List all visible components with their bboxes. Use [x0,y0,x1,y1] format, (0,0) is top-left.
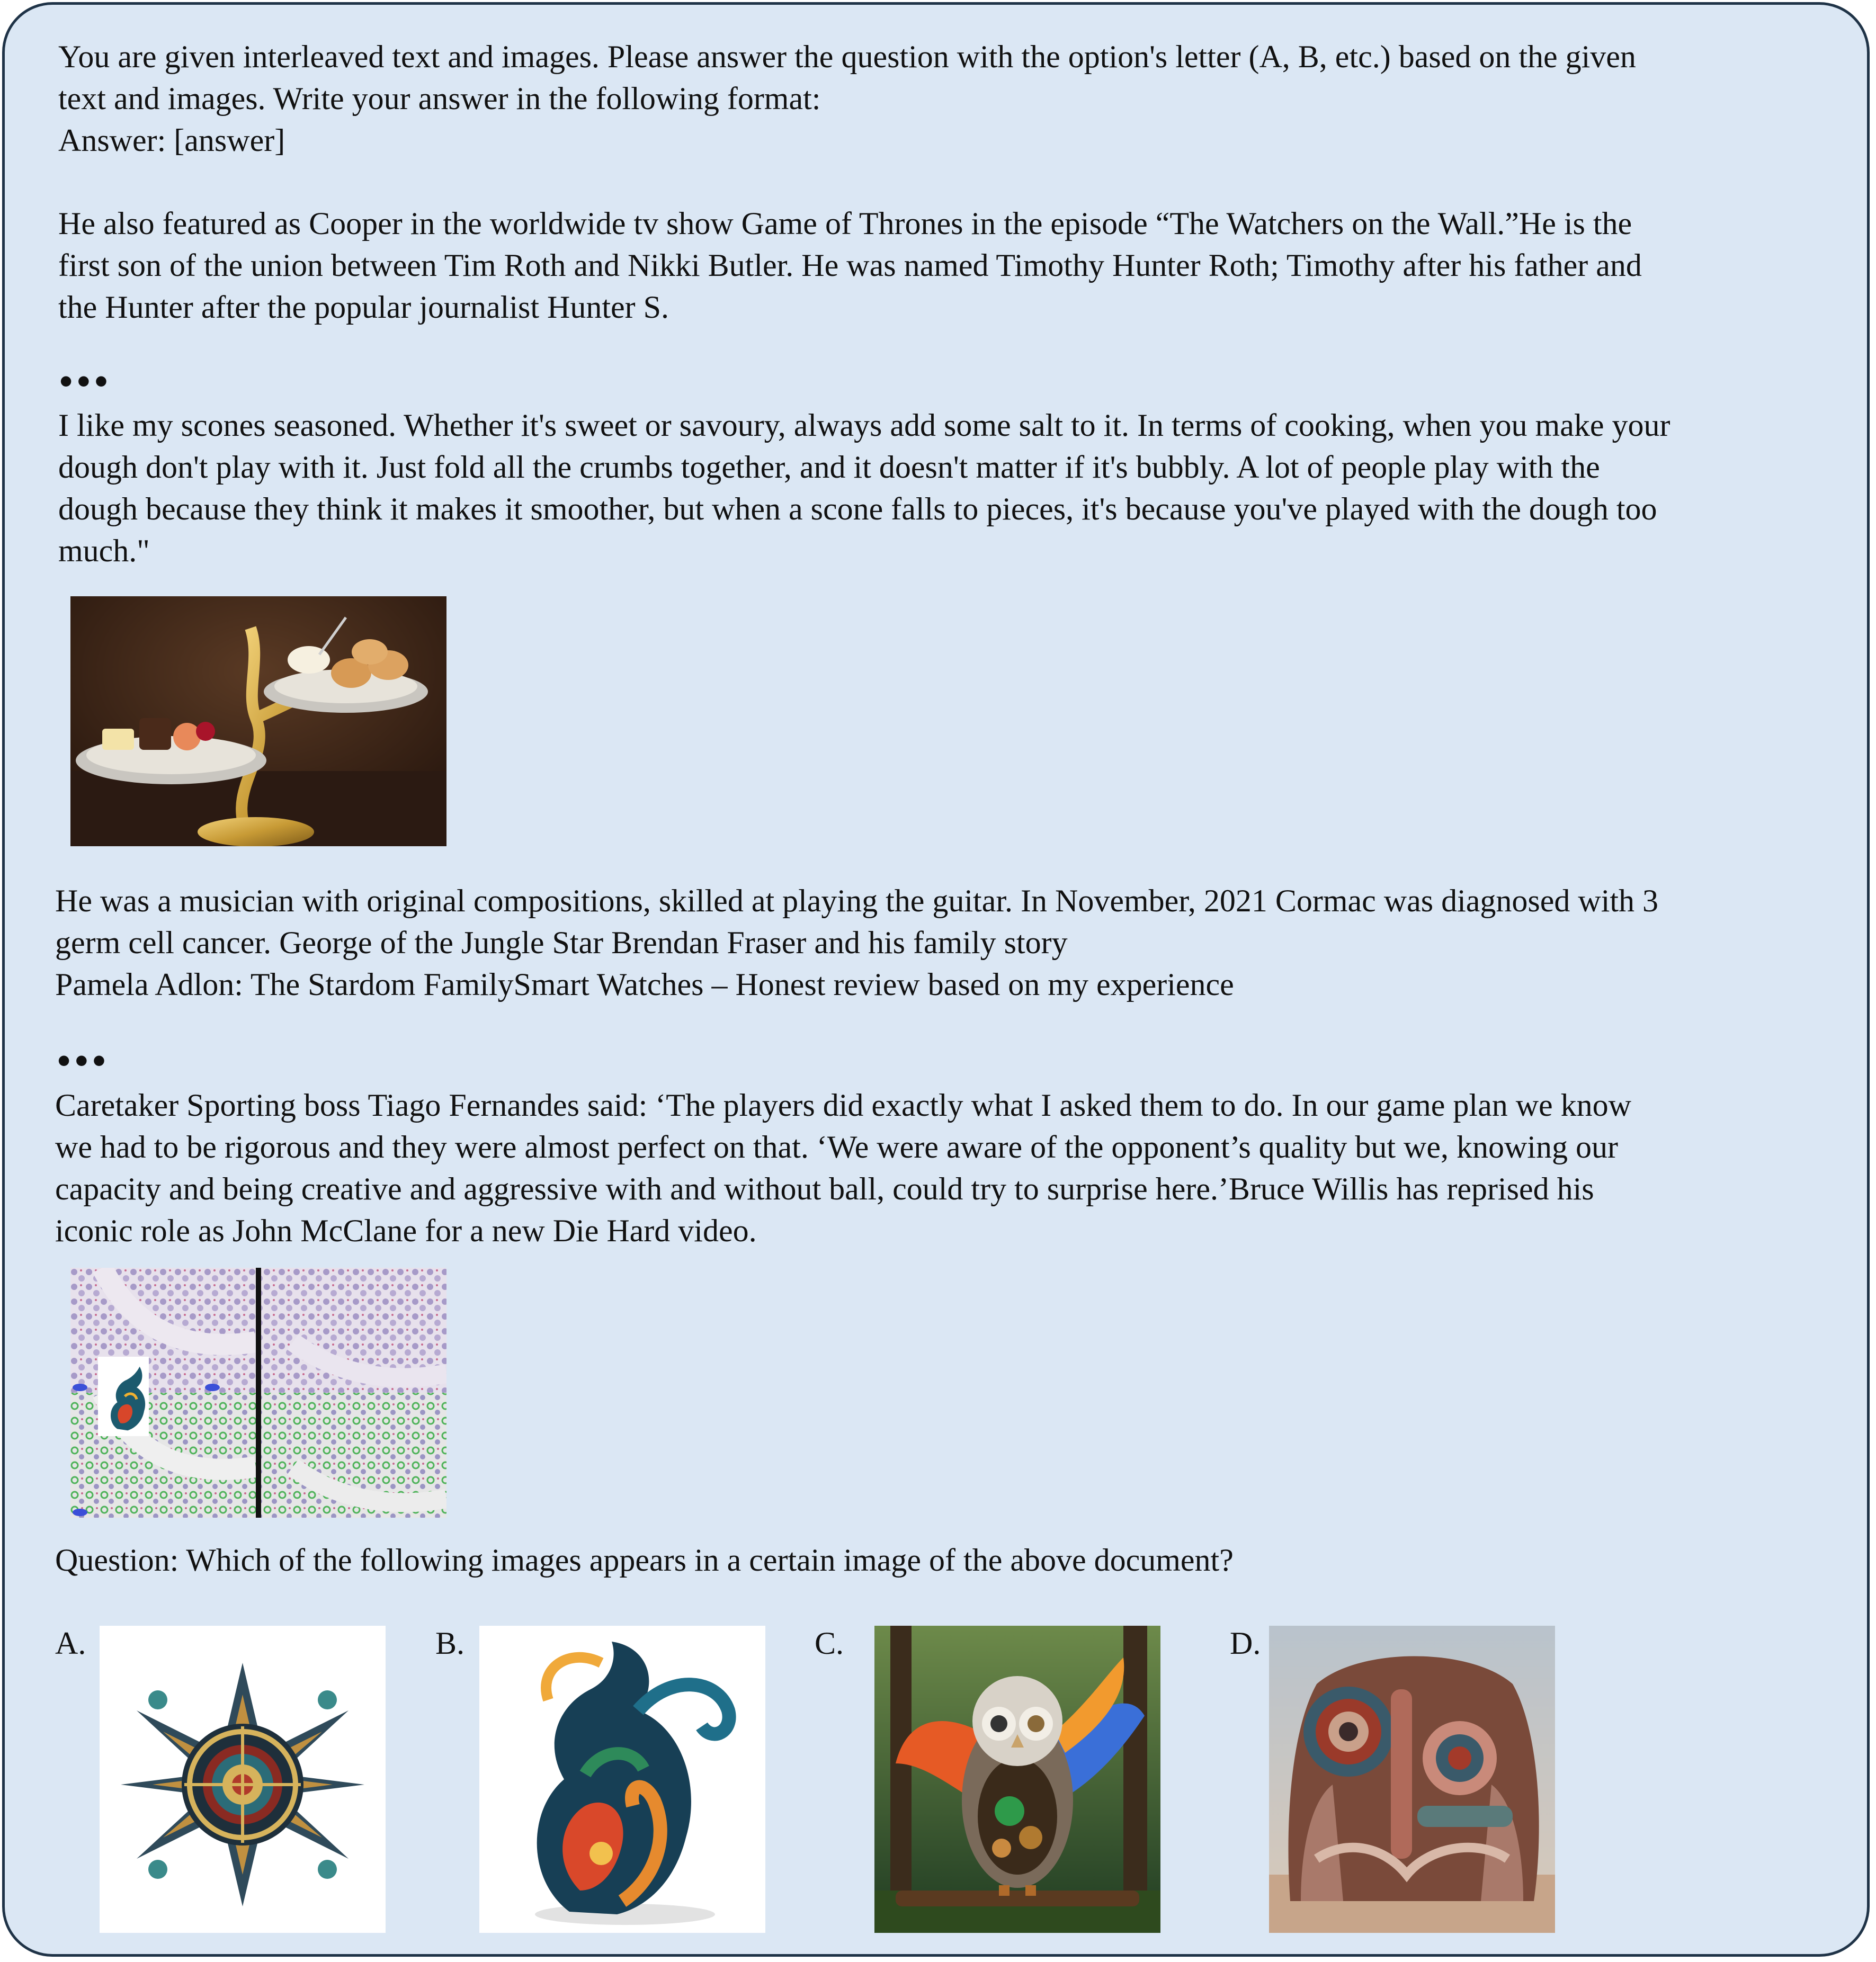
paragraph-3-line-2: germ cell cancer. George of the Jungle Star Brendan Fraser and his family story [55,925,1068,960]
paragraph-4-line-4: iconic role as John McClane for a new Die Hard video. [55,1213,757,1248]
steampunk-owl-image[interactable] [874,1626,1160,1933]
instruction-line-2: text and images. Write your answer in the following format: [58,81,821,116]
ellipsis-separator-2: ••• [57,1040,110,1082]
ellipsis-separator-1: ••• [59,360,112,402]
option-b-label[interactable]: B. [435,1626,465,1661]
instruction-answer-format: Answer: [answer] [58,123,285,158]
ornate-mandala-star-image[interactable] [100,1626,386,1933]
paragraph-3-line-1: He was a musician with original compositions, skilled at playing the guitar. In November, 2021 Cormac was diagnosed with 3 [55,883,1659,918]
biomechanical-structure-image[interactable] [1269,1626,1555,1933]
paragraph-1-line-1: He also featured as Cooper in the worldwide tv show Game of Thrones in the episode “The Watchers on the Wall.”He is the [58,206,1632,241]
instruction-line-1: You are given interleaved text and images. Please answer the question with the option's letter (A, B, etc.) based on the given [58,39,1636,74]
paragraph-4-line-2: we had to be rigorous and they were almost perfect on that. ‘We were aware of the opponent’s quality but we, knowing our [55,1130,1618,1164]
option-d-label[interactable]: D. [1230,1626,1261,1661]
paragraph-3-line-3: Pamela Adlon: The Stardom FamilySmart Watches – Honest review based on my experience [55,967,1234,1002]
paragraph-2-line-2: dough don't play with it. Just fold all the crumbs together, and it doesn't matter if it's bubbly. A lot of people play with the [58,450,1600,485]
paragraph-4-line-1: Caretaker Sporting boss Tiago Fernandes said: ‘The players did exactly what I asked them to do. In our game plan we know [55,1088,1632,1123]
option-c-label[interactable]: C. [815,1626,844,1661]
histology-tissue-photo [70,1268,446,1518]
paragraph-1-line-3: the Hunter after the popular journalist Hunter S. [58,290,669,325]
swirl-vase-image[interactable] [479,1626,765,1933]
paragraph-2-line-4: much." [58,533,150,568]
question-text: Question: Which of the following images appears in a certain image of the above document? [55,1543,1234,1578]
scones-tea-stand-photo [70,596,446,846]
paragraph-1-line-2: first son of the union between Tim Roth and Nikki Butler. He was named Timothy Hunter Roth; Timothy after his father and [58,248,1642,283]
paragraph-2-line-3: dough because they think it makes it smoother, but when a scone falls to pieces, it's because you've played with the dough too [58,491,1657,526]
paragraph-4-line-3: capacity and being creative and aggressive with and without ball, could try to surprise here.’Bruce Willis has reprised his [55,1171,1594,1206]
paragraph-2-line-1: I like my scones seasoned. Whether it's sweet or savoury, always add some salt to it. In terms of cooking, when you make your [58,408,1670,443]
option-a-label[interactable]: A. [55,1626,86,1661]
